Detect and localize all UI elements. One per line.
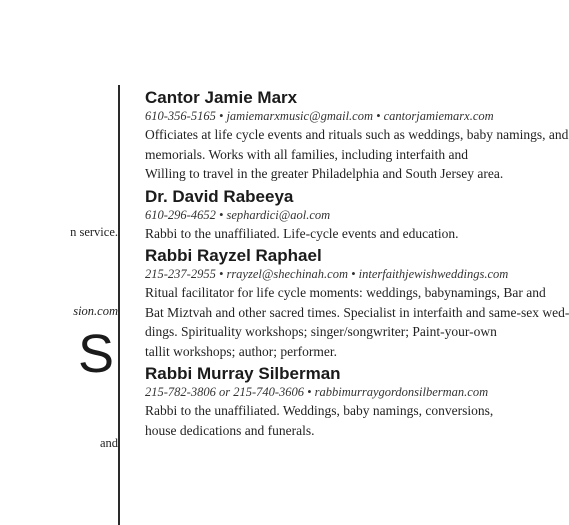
column-divider — [118, 85, 120, 525]
listing-name: Dr. David Rabeeya — [145, 186, 294, 206]
listing-contact[interactable]: 610-356-5165 • jamiemarxmusic@gmail.com • cantorjamiemarx.com — [145, 109, 494, 123]
left-fragment-email: sion.com — [73, 304, 118, 318]
listing-contact[interactable]: 610-296-4652 • sephardici@aol.com — [145, 207, 331, 222]
listings-column — [145, 88, 569, 443]
listing-name: Rabbi Rayzel Raphael — [145, 246, 322, 265]
listing-entry — [145, 246, 569, 361]
listing-name: Cantor Jamie Marx — [145, 88, 298, 107]
listing-entry — [145, 364, 512, 440]
listing-description-line: Bat Miztvah and other sacred times. Specialist in interfaith and same-sex wed- — [145, 304, 569, 320]
listing-entry — [145, 88, 569, 184]
listing-description-line: Rabbi to the unaffiliated. Weddings, baby namings, conversions, — [145, 403, 494, 418]
listing-name: Rabbi Murray Silberman — [145, 364, 341, 383]
listing-description-line: tallit workshops; author; performer. — [145, 343, 337, 359]
listing-description-line: Willing to travel in the greater Philadelphia and South Jersey area. — [145, 166, 504, 181]
listing-description-line: house dedications and funerals. — [145, 422, 315, 438]
left-column-fragments — [0, 0, 118, 512]
listing-description-line: dings. Spirituality workshops; singer/songwriter; Paint-your-own — [145, 324, 497, 339]
left-fragment-heading: S — [77, 324, 114, 384]
listing-contact[interactable]: 215-782-3806 or 215-740-3606 • rabbimurraygordonsilberman.com — [145, 385, 489, 399]
listing-description-line: Officiates at life cycle events and rituals such as weddings, baby namings, and — [145, 127, 569, 142]
listing-description-line: Rabbi to the unaffiliated. Life-cycle events and education. — [145, 225, 459, 241]
listing-description-line: memorials. Works with all families, including interfaith and — [145, 146, 468, 162]
left-fragment-and: and — [99, 436, 118, 450]
listing-contact[interactable]: 215-237-2955 • rrayzel@shechinah.com • interfaithjewishweddings.com — [145, 267, 509, 281]
listing-description-line: Ritual facilitator for life cycle moments: weddings, babynamings, Bar and — [145, 285, 546, 300]
listing-entry — [145, 187, 512, 244]
left-fragment-service: n service. — [70, 225, 118, 239]
